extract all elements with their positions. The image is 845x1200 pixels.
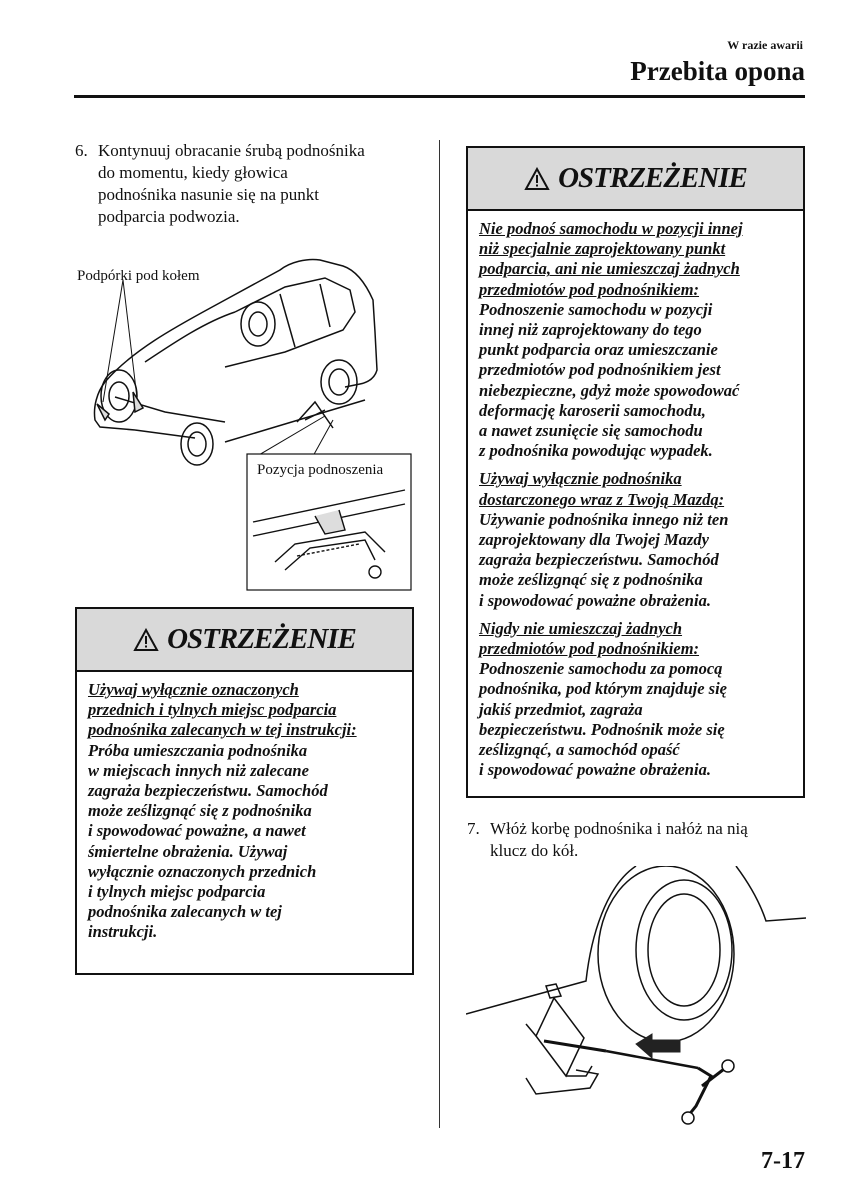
warning-text-line: zagraża bezpieczeństwu. Samochód xyxy=(479,550,719,570)
step-6 xyxy=(75,140,415,230)
warning-text-line: instrukcji. xyxy=(88,922,158,942)
warning-heading-line: Używaj wyłącznie podnośnika xyxy=(479,469,682,489)
warning-heading-line: przedmiotów pod podnośnikiem: xyxy=(479,639,700,659)
step-line: Włóż korbę podnośnika i nałóż na nią xyxy=(490,819,748,838)
warning-text-line: może ześlizgnąć się z podnośnika xyxy=(479,570,703,590)
warning-text-line: i spowodować poważne obrażenia. xyxy=(479,760,711,780)
warning-text-line: ześlizgnąć, a samochód opaść xyxy=(479,740,680,760)
warning-text-line: zagraża bezpieczeństwu. Samochód xyxy=(88,781,328,801)
step-number: 6. xyxy=(75,141,88,160)
page-number: 7-17 xyxy=(761,1148,805,1174)
step-text xyxy=(490,818,748,862)
warning-heading-line: podnośnika zalecanych w tej instrukcji: xyxy=(88,720,357,740)
warning-paragraph xyxy=(479,619,803,781)
warning-text-line: zaprojektowany dla Twojej Mazdy xyxy=(479,530,709,550)
warning-text-line: przedmiotów pod podnośnikiem jest xyxy=(479,360,721,380)
step-line: klucz do kół. xyxy=(490,841,579,860)
warning-heading-line: Używaj wyłącznie oznaczonych xyxy=(88,680,299,699)
car-jacking-illustration xyxy=(75,252,415,592)
warning-triangle-icon xyxy=(524,167,550,191)
warning-text-line: Podnoszenie samochodu za pomocą xyxy=(479,659,723,679)
warning-text-line: śmiertelne obrażenia. Używaj xyxy=(88,841,288,861)
warning-text-line: punkt podparcia oraz umieszczanie xyxy=(479,340,718,360)
warning-paragraph xyxy=(88,680,412,943)
warning-text-line: z podnośnika powodując wypadek. xyxy=(479,441,713,461)
step-line: Kontynuuj obracanie śrubą podnośnika xyxy=(98,141,365,160)
section-label: W razie awarii xyxy=(727,38,803,52)
warning-text-line: innej niż zaprojektowany do tego xyxy=(479,320,702,340)
warning-text-line: a nawet zsunięcie się samochodu xyxy=(479,421,703,441)
warning-box-left xyxy=(75,607,414,975)
warning-text-line: niebezpieczne, gdyż może spowodować xyxy=(479,380,740,400)
warning-text-line: i tylnych miejsc podparcia xyxy=(88,882,266,902)
warning-text-line: i spowodować poważne, a nawet xyxy=(88,821,306,841)
warning-text-line: może ześlizgnąć się z podnośnika xyxy=(88,801,312,821)
page-title: Przebita opona xyxy=(630,56,805,86)
warning-heading-line: podparcia, ani nie umieszczaj żadnych xyxy=(479,259,740,279)
warning-heading-line: Nie podnoś samochodu w pozycji innej xyxy=(479,219,743,238)
warning-text-line: bezpieczeństwu. Podnośnik może się xyxy=(479,719,725,739)
warning-body xyxy=(77,672,412,943)
header-rule xyxy=(74,95,805,98)
warning-heading-line: Nigdy nie umieszczaj żadnych xyxy=(479,618,683,638)
warning-text-line: Podnoszenie samochodu w pozycji xyxy=(479,299,713,319)
warning-header xyxy=(77,609,412,672)
warning-title: OSTRZEŻENIE xyxy=(167,623,356,655)
warning-text-line: i spowodować poważne obrażenia. xyxy=(479,590,711,610)
step-7 xyxy=(467,818,807,868)
warning-heading-line: przedmiotów pod podnośnikiem: xyxy=(479,279,700,299)
warning-text-line: podnośnika, pod którym znajduje się xyxy=(479,679,727,699)
warning-box-right xyxy=(466,146,805,798)
warning-text-line: w miejscach innych niż zalecane xyxy=(88,760,309,780)
warning-heading-line: dostarczonego wraz z Twoją Mazdą: xyxy=(479,489,725,509)
warning-text-line: jakiś przedmiot, zagraża xyxy=(479,699,643,719)
column-divider xyxy=(439,140,440,1128)
warning-text-line: Używanie podnośnika innego niż ten xyxy=(479,509,729,529)
warning-paragraph xyxy=(479,469,803,610)
step-line: podnośnika nasunie się na punkt xyxy=(98,185,319,204)
warning-triangle-icon xyxy=(133,628,159,652)
step-text xyxy=(98,140,365,228)
step-number: 7. xyxy=(467,819,480,838)
step-line: podparcia podwozia. xyxy=(98,207,240,226)
warning-text-line: wyłącznie oznaczonych przednich xyxy=(88,861,317,881)
label-jacking-position: Pozycja podnoszenia xyxy=(257,462,384,478)
warning-title: OSTRZEŻENIE xyxy=(558,162,747,194)
step-line: do momentu, kiedy głowica xyxy=(98,163,288,182)
label-wheel-chocks: Podpórki pod kołem xyxy=(77,268,200,284)
warning-heading-line: niż specjalnie zaprojektowany punkt xyxy=(479,239,726,259)
warning-body xyxy=(468,211,803,780)
warning-paragraph xyxy=(479,219,803,461)
warning-text-line: Próba umieszczania podnośnika xyxy=(88,740,308,760)
warning-heading-line: przednich i tylnych miejsc podparcia xyxy=(88,700,337,720)
jack-handle-illustration xyxy=(466,866,806,1130)
warning-text-line: deformację karoserii samochodu, xyxy=(479,400,706,420)
warning-text-line: podnośnika zalecanych w tej xyxy=(88,902,282,922)
warning-header xyxy=(468,148,803,211)
